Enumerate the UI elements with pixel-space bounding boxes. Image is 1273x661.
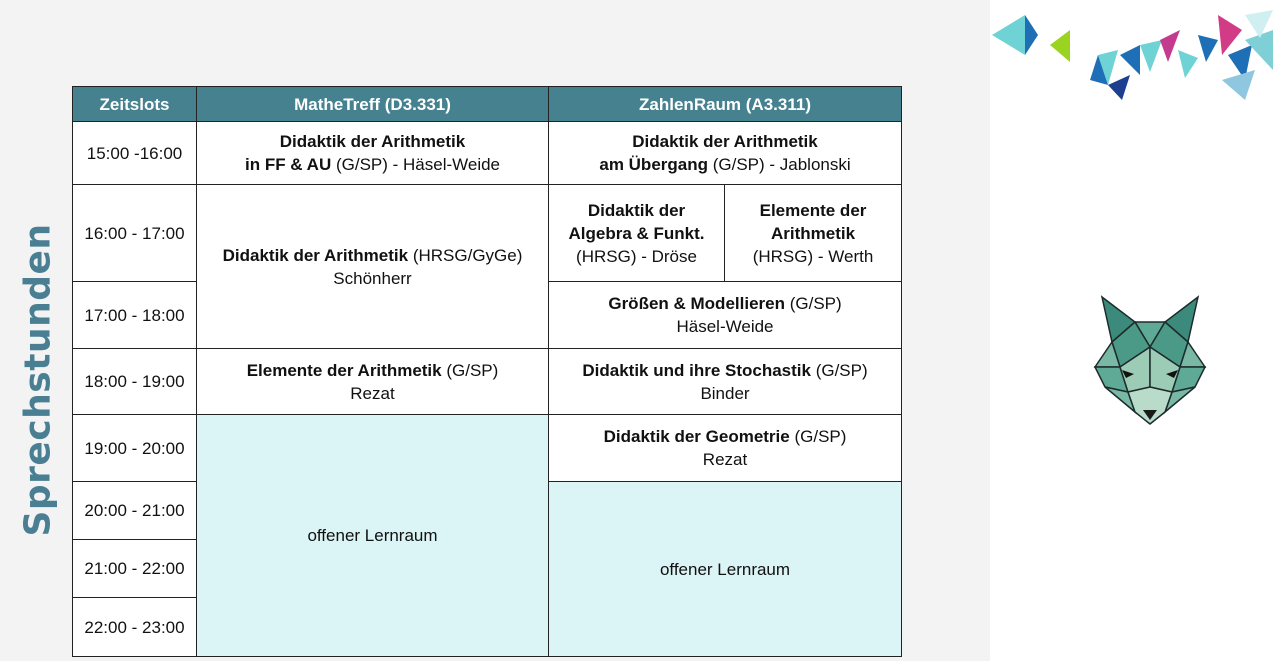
- slot-cell: 18:00 - 19:00: [73, 349, 197, 415]
- course-suffix: (G/SP) - Jablonski: [708, 155, 851, 174]
- course-cell: [197, 185, 549, 349]
- triangle-pattern-icon: [990, 0, 1273, 110]
- header-zahlenraum: ZahlenRaum (A3.311): [549, 87, 902, 122]
- course-title: Didaktik der Arithmetik: [222, 245, 409, 265]
- slot-cell: 19:00 - 20:00: [73, 415, 197, 482]
- course-person: Häsel-Weide: [676, 317, 774, 336]
- course-person: Rezat: [702, 450, 748, 469]
- open-learning-room: offener Lernraum: [197, 415, 549, 657]
- slot-cell: 20:00 - 21:00: [73, 482, 197, 540]
- schedule-table: [72, 86, 902, 657]
- header-mathetreff: MatheTreff (D3.331): [197, 87, 549, 122]
- course-cell: [549, 415, 902, 482]
- course-title: Arithmetik: [770, 223, 856, 243]
- course-cell: [725, 185, 902, 282]
- course-title: in FF & AU: [244, 155, 332, 174]
- course-suffix: (G/SP): [784, 294, 842, 313]
- course-cell: [549, 282, 902, 349]
- low-poly-fox-head-icon: [1090, 292, 1210, 432]
- course-person: Schönherr: [333, 268, 412, 288]
- course-title: Didaktik der Arithmetik: [632, 132, 818, 151]
- course-title: Elemente der Arithmetik: [246, 360, 442, 380]
- course-title: Didaktik der Arithmetik: [279, 132, 466, 151]
- slot-cell: 15:00 -16:00: [73, 122, 197, 185]
- slot-cell: 17:00 - 18:00: [73, 282, 197, 349]
- table-row: [73, 185, 902, 282]
- table-row: [73, 415, 902, 482]
- open-learning-room: offener Lernraum: [549, 482, 902, 657]
- vertical-title: [16, 223, 60, 537]
- course-cell: [549, 122, 902, 185]
- title-sprechstunden: Sprechstunden: [17, 223, 59, 537]
- course-title: am Übergang: [599, 155, 708, 174]
- table-row: [73, 122, 902, 185]
- header-zeitslots: Zeitslots: [73, 87, 197, 122]
- course-title: Algebra & Funkt.: [568, 223, 705, 243]
- course-title: Didaktik und ihre Stochastik: [582, 360, 811, 380]
- course-title: Elemente der: [759, 200, 867, 220]
- course-suffix: (G/SP): [789, 427, 847, 446]
- course-cell: [549, 185, 725, 282]
- course-suffix: (G/SP) - Häsel-Weide: [331, 155, 501, 174]
- course-suffix: (HRSG/GyGe): [408, 245, 523, 265]
- course-cell: [197, 349, 549, 415]
- course-person: Rezat: [350, 383, 395, 403]
- course-title: Größen & Modellieren: [608, 294, 785, 313]
- course-suffix: (G/SP): [441, 360, 499, 380]
- course-title: Didaktik der: [587, 200, 686, 220]
- course-cell: [549, 349, 902, 415]
- course-person: Binder: [700, 383, 750, 403]
- slot-cell: 21:00 - 22:00: [73, 540, 197, 598]
- course-person: (HRSG) - Werth: [752, 246, 874, 266]
- slot-cell: 16:00 - 17:00: [73, 185, 197, 282]
- course-cell: [197, 122, 549, 185]
- table-row: [73, 349, 902, 415]
- course-suffix: (G/SP): [810, 360, 868, 380]
- course-person: (HRSG) - Dröse: [576, 246, 697, 266]
- header-row: [73, 87, 902, 122]
- slot-cell: 22:00 - 23:00: [73, 598, 197, 657]
- course-title: Didaktik der Geometrie: [603, 427, 790, 446]
